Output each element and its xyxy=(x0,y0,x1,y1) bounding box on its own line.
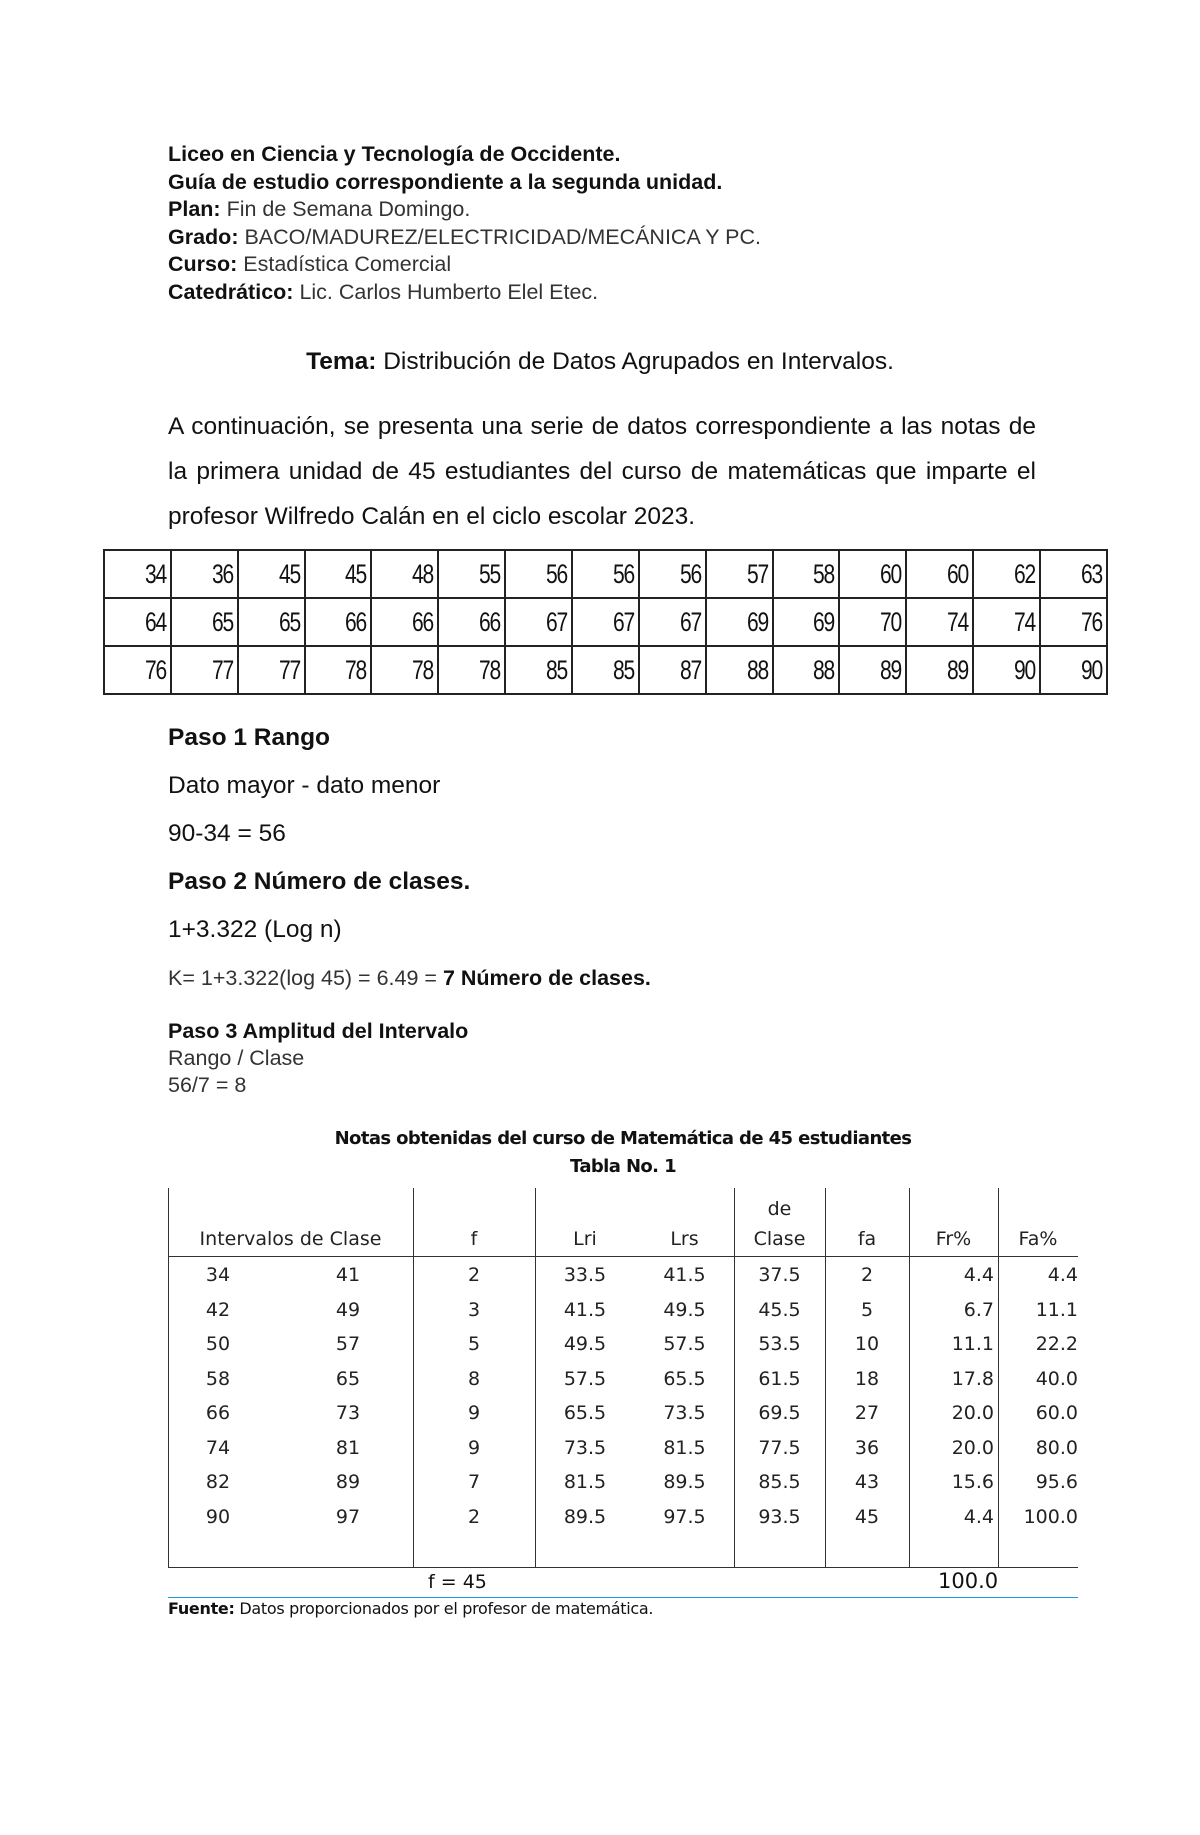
grade-cell xyxy=(171,550,238,598)
step3-line2: 56/7 = 8 xyxy=(168,1073,247,1097)
grade-value: 67 xyxy=(679,606,701,637)
frequency-cell: 41.5 xyxy=(663,1264,706,1286)
grade-cell xyxy=(973,646,1040,694)
grade-value: 63 xyxy=(1080,558,1102,589)
grade-value: 87 xyxy=(679,654,701,685)
grade-value: 60 xyxy=(947,558,969,589)
frequency-cell: 8 xyxy=(467,1367,481,1390)
grade-cell xyxy=(572,598,639,646)
frequency-cell: 61.5 xyxy=(758,1367,801,1390)
step1-line1: Dato mayor - dato menor xyxy=(168,772,441,799)
header-lrs: Lrs xyxy=(670,1228,699,1250)
frequency-cell: 49.5 xyxy=(663,1298,706,1321)
grade-value: 85 xyxy=(545,654,568,685)
frequency-cell: 57.5 xyxy=(663,1333,706,1355)
step3-title: Paso 3 Amplitud del Intervalo xyxy=(168,1019,469,1043)
grade-value: 78 xyxy=(412,654,434,685)
frequency-cell: 36 xyxy=(854,1436,880,1459)
frequency-cell: 80.0 xyxy=(1035,1436,1078,1459)
grade-cell xyxy=(438,598,505,646)
frequency-cell: 100.0 xyxy=(1023,1505,1078,1528)
topic-title: Tema: Distribución de Datos Agrupados en Intervalos. xyxy=(306,348,894,375)
header-intervalos: Intervalos de Clase xyxy=(199,1228,382,1250)
grade-value: 45 xyxy=(278,558,300,589)
frequency-cell: 34 xyxy=(205,1264,231,1286)
frequency-cell: 2 xyxy=(860,1264,874,1286)
frequency-cell: 7 xyxy=(467,1471,481,1493)
header-f: f xyxy=(470,1228,478,1250)
frequency-cell: 4.4 xyxy=(1047,1264,1078,1286)
grade-cell xyxy=(572,646,639,694)
intro-paragraph: A continuación, se presenta una serie de datos correspondiente a las notas de la primera unidad de 45 estudiantes del curso de matemáticas que imparte el profesor Wilfredo Calán en el ciclo escolar 2023. xyxy=(168,413,1036,530)
step1-line2: 90-34 = 56 xyxy=(168,820,286,847)
grades-row xyxy=(104,646,1107,694)
grade-cell xyxy=(505,598,572,646)
frequency-cell: 81.5 xyxy=(563,1471,607,1493)
grade-cell xyxy=(773,598,840,646)
grade-cell xyxy=(773,646,840,694)
frequency-cell: 5 xyxy=(860,1298,874,1321)
frequency-cell: 2 xyxy=(467,1505,481,1528)
frequency-cell: 5 xyxy=(467,1333,481,1355)
grade-value: 85 xyxy=(612,654,634,685)
frequency-cell: 43 xyxy=(854,1471,880,1493)
curso-line: Curso: Estadística Comercial xyxy=(168,252,452,276)
grade-cell xyxy=(171,598,238,646)
frequency-cell: 41 xyxy=(335,1264,361,1286)
step3-line1: Rango / Clase xyxy=(168,1046,305,1070)
frequency-cell: 9 xyxy=(467,1436,481,1459)
grade-value: 58 xyxy=(813,558,835,589)
frequency-cell: 73 xyxy=(335,1402,361,1424)
frequency-cell: 20.0 xyxy=(951,1402,994,1424)
grade-cell xyxy=(305,550,372,598)
total-fr: 100.0 xyxy=(938,1569,999,1593)
document-header xyxy=(168,141,1068,306)
grade-cell xyxy=(371,646,438,694)
catedratico-line: Catedrático: Lic. Carlos Humberto Elel Etec. xyxy=(168,279,599,304)
frequency-cell: 58 xyxy=(205,1367,231,1390)
grade-cell xyxy=(639,550,706,598)
guide-title: Guía de estudio correspondiente a la segunda unidad. xyxy=(168,169,723,194)
grade-cell xyxy=(906,550,973,598)
grade-cell xyxy=(238,550,305,598)
grade-value: 55 xyxy=(479,558,501,589)
grade-value: 36 xyxy=(211,558,233,589)
frequency-table xyxy=(168,1188,1078,1568)
grade-value: 65 xyxy=(278,606,300,637)
frequency-cell: 53.5 xyxy=(758,1333,801,1355)
grade-cell xyxy=(973,550,1040,598)
grade-value: 89 xyxy=(880,654,902,685)
frequency-cell: 74 xyxy=(205,1436,231,1459)
grade-value: 89 xyxy=(947,654,969,685)
frequency-cell: 10 xyxy=(854,1333,880,1355)
grade-cell xyxy=(572,550,639,598)
grade-value: 65 xyxy=(211,606,233,637)
frequency-cell: 20.0 xyxy=(951,1436,994,1459)
frequency-cell: 42 xyxy=(205,1298,231,1321)
grade-cell xyxy=(171,646,238,694)
header-marca-top: de xyxy=(767,1198,792,1220)
frequency-cell: 89 xyxy=(335,1471,361,1493)
frequency-cell: 4.4 xyxy=(963,1264,994,1286)
grade-cell xyxy=(1040,598,1107,646)
frequency-cell: 90 xyxy=(205,1505,231,1528)
grade-cell xyxy=(505,646,572,694)
grade-cell xyxy=(505,550,572,598)
grades-row xyxy=(104,598,1107,646)
grade-value: 74 xyxy=(1013,606,1036,637)
frequency-cell: 2 xyxy=(467,1264,481,1286)
grade-cell xyxy=(706,550,773,598)
grade-value: 78 xyxy=(345,654,367,685)
frequency-cell: 11.1 xyxy=(1035,1298,1078,1321)
grade-value: 66 xyxy=(345,606,367,637)
grade-cell xyxy=(238,646,305,694)
grade-cell xyxy=(238,598,305,646)
grade-value: 66 xyxy=(479,606,501,637)
school-name: Liceo en Ciencia y Tecnología de Occidente. xyxy=(168,142,621,166)
grade-value: 77 xyxy=(278,654,300,685)
grade-value: 45 xyxy=(345,558,367,589)
step2-line1: 1+3.322 (Log n) xyxy=(168,916,342,943)
grade-cell xyxy=(305,598,372,646)
grade-cell xyxy=(438,550,505,598)
grade-cell xyxy=(639,646,706,694)
header-rule xyxy=(168,1256,1078,1257)
frequency-cell: 81 xyxy=(335,1436,361,1459)
bottom-rule xyxy=(168,1567,1078,1568)
grade-value: 56 xyxy=(612,558,634,589)
table-footer-rule xyxy=(168,1597,1078,1598)
grade-value: 78 xyxy=(479,654,501,685)
grade-value: 60 xyxy=(880,558,902,589)
step1-title: Paso 1 Rango xyxy=(168,724,331,751)
grade-value: 34 xyxy=(144,558,166,589)
grade-cell xyxy=(839,598,906,646)
frequency-cell: 73.5 xyxy=(563,1436,607,1459)
grade-cell xyxy=(1040,646,1107,694)
frequency-cell: 3 xyxy=(467,1298,481,1321)
frequency-cell: 49.5 xyxy=(563,1333,607,1355)
frequency-cell: 69.5 xyxy=(758,1402,801,1424)
grade-cell xyxy=(104,550,171,598)
grade-value: 56 xyxy=(545,558,568,589)
grade-value: 57 xyxy=(746,558,768,589)
frequency-cell: 33.5 xyxy=(563,1264,607,1286)
frequency-cell: 15.6 xyxy=(951,1471,994,1493)
grade-cell xyxy=(639,598,706,646)
frequency-cell: 60.0 xyxy=(1035,1402,1078,1424)
header-fa: fa xyxy=(857,1228,877,1250)
frequency-cell: 89.5 xyxy=(563,1505,607,1528)
frequency-cell: 89.5 xyxy=(663,1471,706,1493)
frequency-cell: 65.5 xyxy=(563,1402,607,1424)
grade-value: 67 xyxy=(545,606,568,637)
grade-cell xyxy=(839,550,906,598)
frequency-cell: 6.7 xyxy=(963,1298,994,1321)
grade-cell xyxy=(305,646,372,694)
grade-cell xyxy=(906,598,973,646)
frequency-cell: 97 xyxy=(335,1505,361,1528)
frequency-cell: 45.5 xyxy=(758,1298,801,1321)
frequency-cell: 57 xyxy=(335,1333,361,1355)
grade-value: 62 xyxy=(1013,558,1036,589)
frequency-cell: 49 xyxy=(335,1298,361,1321)
frequency-cell: 65.5 xyxy=(663,1367,706,1390)
grade-value: 64 xyxy=(144,606,166,637)
header-lri: Lri xyxy=(573,1228,597,1250)
frequency-cell: 77.5 xyxy=(758,1436,801,1459)
grade-value: 77 xyxy=(211,654,233,685)
grade-cell xyxy=(839,646,906,694)
grade-cell xyxy=(773,550,840,598)
grade-cell xyxy=(973,598,1040,646)
grade-value: 90 xyxy=(1013,654,1036,685)
header-marca-bottom: Clase xyxy=(753,1228,806,1250)
frequency-cell: 57.5 xyxy=(563,1367,607,1390)
grade-value: 66 xyxy=(412,606,434,637)
frequency-cell: 85.5 xyxy=(758,1471,801,1493)
grade-value: 88 xyxy=(813,654,835,685)
header-fr: Fr% xyxy=(935,1228,972,1250)
frequency-cell: 82 xyxy=(205,1471,231,1493)
grade-value: 69 xyxy=(813,606,835,637)
frequency-cell: 50 xyxy=(205,1333,231,1355)
frequency-cell: 40.0 xyxy=(1035,1367,1078,1390)
grade-value: 74 xyxy=(947,606,969,637)
step2-title: Paso 2 Número de clases. xyxy=(168,868,471,895)
table-caption: Notas obtenidas del curso de Matemática de 45 estudiantes xyxy=(334,1128,912,1149)
grade-value: 76 xyxy=(1080,606,1102,637)
grade-cell xyxy=(706,646,773,694)
grade-value: 56 xyxy=(679,558,701,589)
step2-line2: K= 1+3.322(log 45) = 6.49 = 7 Número de clases. xyxy=(168,966,651,990)
frequency-cell: 66 xyxy=(205,1402,231,1424)
frequency-cell: 22.2 xyxy=(1035,1333,1078,1355)
frequency-cell: 37.5 xyxy=(758,1264,801,1286)
grade-cell xyxy=(371,598,438,646)
header-fa-percent: Fa% xyxy=(1018,1228,1058,1250)
grade-value: 90 xyxy=(1080,654,1102,685)
grade-value: 67 xyxy=(612,606,634,637)
frequency-cell: 45 xyxy=(854,1505,880,1528)
grades-table xyxy=(103,549,1108,695)
grado-line: Grado: BACO/MADUREZ/ELECTRICIDAD/MECÁNICA Y PC. xyxy=(168,224,761,249)
grade-cell xyxy=(906,646,973,694)
grade-cell xyxy=(104,598,171,646)
grades-row xyxy=(104,550,1107,598)
frequency-cell: 97.5 xyxy=(663,1505,706,1528)
grade-value: 70 xyxy=(880,606,902,637)
frequency-cell: 41.5 xyxy=(563,1298,607,1321)
total-f: f = 45 xyxy=(428,1571,487,1593)
grade-cell xyxy=(1040,550,1107,598)
grade-cell xyxy=(371,550,438,598)
grade-cell xyxy=(104,646,171,694)
grade-value: 76 xyxy=(144,654,166,685)
frequency-cell: 17.8 xyxy=(951,1367,994,1390)
frequency-cell: 65 xyxy=(335,1367,361,1390)
frequency-cell: 11.1 xyxy=(951,1333,994,1355)
frequency-cell: 73.5 xyxy=(663,1402,706,1424)
frequency-cell: 81.5 xyxy=(663,1436,706,1459)
plan-line: Plan: Fin de Semana Domingo. xyxy=(168,197,471,221)
grade-value: 88 xyxy=(746,654,768,685)
source-note: Fuente: Datos proporcionados por el profesor de matemática. xyxy=(168,1599,654,1618)
frequency-cell: 27 xyxy=(854,1402,880,1424)
grade-value: 69 xyxy=(746,606,768,637)
grade-cell xyxy=(438,646,505,694)
frequency-cell: 93.5 xyxy=(758,1505,801,1528)
frequency-cell: 4.4 xyxy=(963,1505,994,1528)
grade-cell xyxy=(706,598,773,646)
frequency-cell: 9 xyxy=(467,1402,481,1424)
table-subcaption: Tabla No. 1 xyxy=(569,1156,677,1177)
frequency-cell: 18 xyxy=(854,1367,880,1390)
frequency-cell: 95.6 xyxy=(1035,1471,1078,1493)
grade-value: 48 xyxy=(412,558,434,589)
